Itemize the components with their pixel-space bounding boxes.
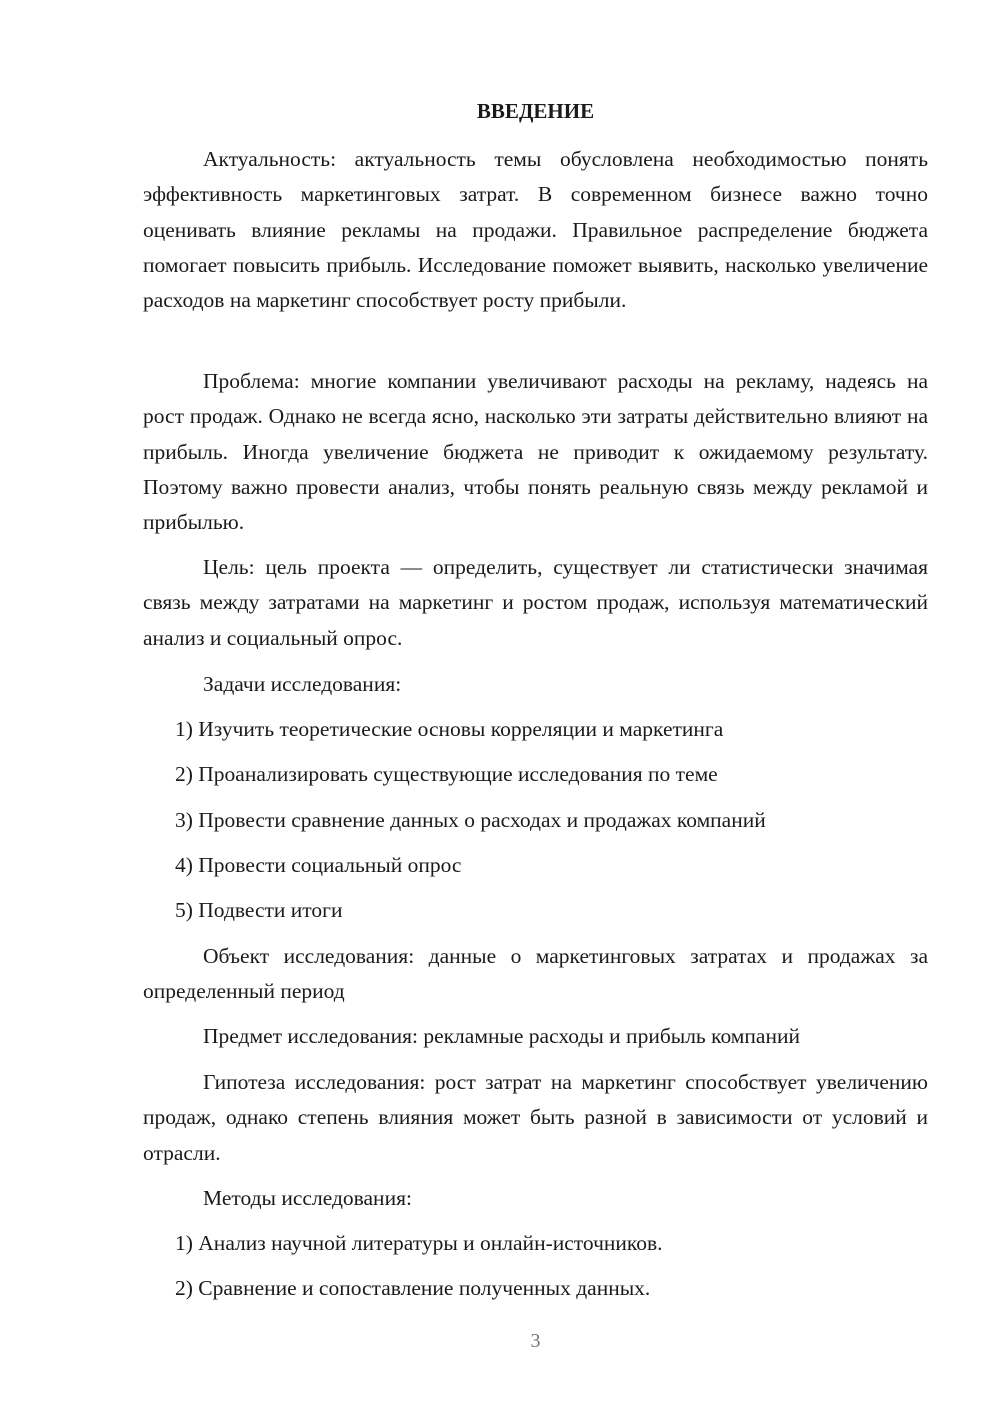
task-item: 5) Подвести итоги <box>175 898 343 922</box>
hypothesis-paragraph: Гипотеза исследования: рост затрат на маркетинг способствует увеличению продаж, однако степень влияния может быть разной в зависимости от условий и отрасли. <box>143 1070 928 1165</box>
goal-paragraph: Цель: цель проекта — определить, существует ли статистически значимая связь между затратами на маркетинг и ростом продаж, используя математический анализ и социальный опрос. <box>143 555 928 650</box>
page-number: 3 <box>530 1330 541 1352</box>
task-item: 4) Провести социальный опрос <box>175 853 462 877</box>
relevance-paragraph: Актуальность: актуальность темы обусловлена необходимостью понять эффективность маркетинговых затрат. В современном бизнесе важно точно оценивать влияние рекламы на продажи. Правильное распределение бюджета помогает повысить прибыль. Исследование поможет выявить, насколько увеличение расходов на маркетинг способствует росту прибыли. <box>143 147 928 313</box>
task-item: 1) Изучить теоретические основы корреляции и маркетинга <box>175 717 724 741</box>
page-title: ВВЕДЕНИЕ <box>476 99 595 123</box>
method-item: 2) Сравнение и сопоставление полученных данных. <box>175 1276 651 1300</box>
methods-heading: Методы исследования: <box>203 1186 412 1210</box>
subject-paragraph: Предмет исследования: рекламные расходы и прибыль компаний <box>203 1024 800 1048</box>
object-paragraph: Объект исследования: данные о маркетинговых затратах и продажах за определенный период <box>143 944 928 1004</box>
task-item: 2) Проанализировать существующие исследования по теме <box>175 762 718 786</box>
tasks-heading: Задачи исследования: <box>203 672 402 696</box>
problem-paragraph: Проблема: многие компании увеличивают расходы на рекламу, надеясь на рост продаж. Однако не всегда ясно, насколько эти затраты действительно влияют на прибыль. Иногда увеличение бюджета не приводит к ожидаемому результату. Поэтому важно провести анализ, чтобы понять реальную связь между рекламой и прибылью. <box>143 369 928 535</box>
task-item: 3) Провести сравнение данных о расходах и продажах компаний <box>175 808 766 832</box>
method-item: 1) Анализ научной литературы и онлайн-источников. <box>175 1231 663 1255</box>
document-page <box>143 0 928 1414</box>
